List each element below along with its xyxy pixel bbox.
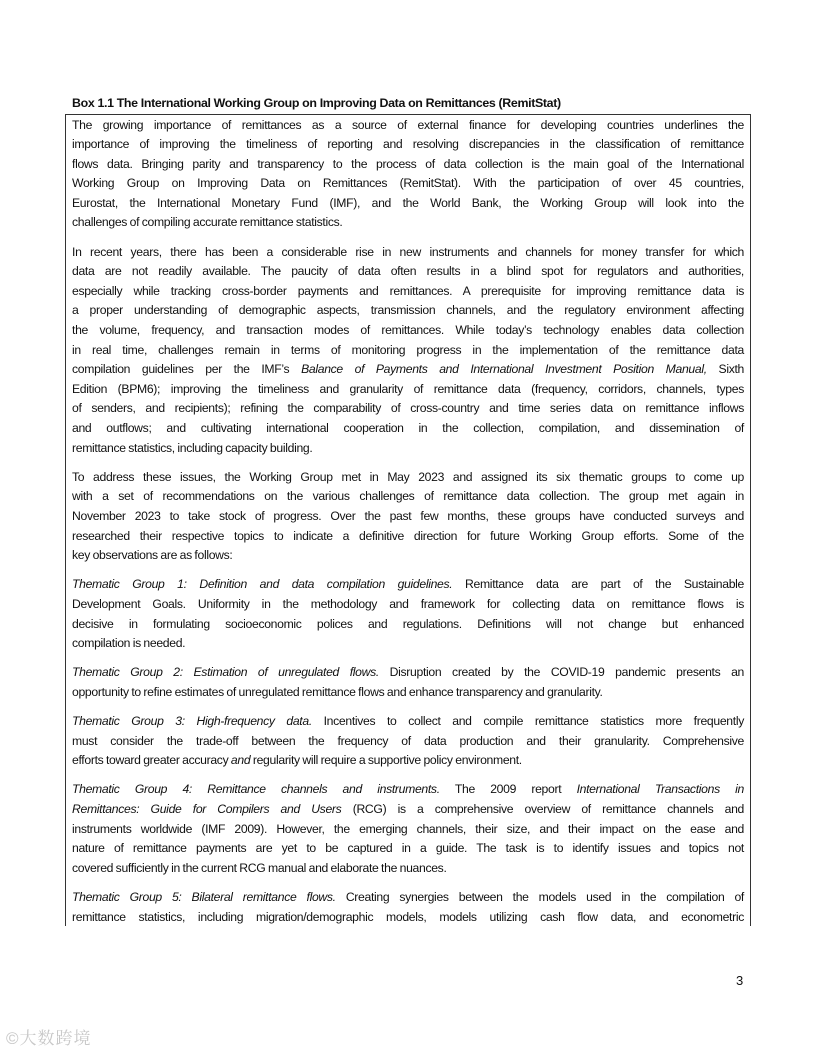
text-line (72, 634, 744, 654)
text-line (72, 859, 744, 879)
text-line (72, 116, 744, 136)
text-line (72, 174, 744, 194)
text-line (72, 780, 744, 800)
text-segment: Creating synergies between the models used in the compilation of (335, 890, 744, 905)
text-segment: efforts toward greater accuracy (72, 753, 231, 768)
italic-text: Thematic Group 3: High-frequency data. (72, 714, 312, 729)
text-line (72, 527, 744, 547)
italic-text: Thematic Group 5: Bilateral remittance flows. (72, 890, 336, 905)
text-line (72, 615, 744, 635)
text-line (72, 908, 744, 928)
text-segment: November 2023 to take stock of progress. Over the past few months, these groups have conducted surveys and (72, 508, 744, 523)
text-segment: Incentives to collect and compile remittance statistics more frequently (311, 714, 744, 729)
text-segment: compilation guidelines per the IMF’s (72, 362, 302, 377)
paragraph (72, 468, 744, 566)
text-segment: remittance statistics, including migration/demographic models, models utilizing cash flow data, and econometric (72, 909, 744, 924)
text-line (72, 243, 744, 263)
italic-text: International Transactions in (576, 782, 744, 797)
text-segment: the volume, frequency, and transaction modes of remittances. While today’s technology enables data collection (72, 323, 744, 338)
text-line (72, 663, 744, 683)
text-line (72, 321, 744, 341)
text-line (72, 341, 744, 361)
text-line (72, 888, 744, 908)
text-segment: researched their respective topics to indicate a definitive direction for future Working Group efforts. Some of the (72, 528, 744, 543)
paragraph (72, 888, 744, 927)
text-line (72, 683, 744, 703)
text-line (72, 399, 744, 419)
text-segment: in real time, challenges remain in terms of monitoring progress in the implementation of the remittance data (72, 342, 744, 357)
text-line (72, 419, 744, 439)
text-segment: of senders, and recipients); refining the comparability of cross-country and time series data on remittance inflows (72, 401, 744, 416)
text-line (72, 282, 744, 302)
text-line (72, 468, 744, 488)
text-segment: key observations are as follows: (72, 548, 233, 563)
paragraph (72, 780, 744, 878)
italic-text: Remittances: Guide for Compilers and Users (72, 802, 342, 817)
text-line (72, 546, 744, 566)
text-segment: Development Goals. Uniformity in the methodology and framework for collecting data on remittance flows is (72, 596, 744, 611)
italic-text: Balance of Payments and International Investment Position Manual, (301, 362, 707, 377)
text-line (72, 839, 744, 859)
italic-text: Thematic Group 4: Remittance channels and instruments. (72, 782, 440, 797)
text-segment: (RCG) is a comprehensive overview of remittance channels and (341, 802, 744, 817)
text-segment: nature of remittance payments are yet to be captured in a guide. The task is to identify issues and topics not (72, 841, 744, 856)
text-segment: and outflows; and cultivating international cooperation in the collection, compilation, and dissemination of (72, 421, 744, 435)
paragraph (72, 116, 744, 234)
text-segment: data are not readily available. The paucity of data often results in a blind spot for regulators and authorities, (72, 264, 744, 279)
text-line (72, 595, 744, 615)
text-segment: a proper understanding of demographic aspects, transmission channels, and the regulatory environment affecting (72, 303, 744, 318)
text-segment: The 2009 report (439, 782, 577, 797)
paragraph (72, 243, 744, 459)
text-segment: compilation is needed. (72, 636, 186, 651)
text-segment: remittance statistics, including capacity building. (72, 440, 313, 455)
text-line (72, 439, 744, 459)
text-segment: decisive in formulating socioeconomic polices and regulations. Definitions will not change but enhanced (72, 616, 744, 631)
text-segment: especially while tracking cross-border payments and remittances. A prerequisite for improving remittance data is (72, 283, 744, 298)
italic-text: and (230, 753, 251, 768)
box-title: Box 1.1 The International Working Group on Improving Data on Remittances (RemitStat) (72, 96, 561, 110)
box-content (72, 116, 744, 937)
text-segment: regularity will require a supportive policy environment. (250, 753, 522, 768)
text-line (72, 194, 744, 214)
text-line (72, 487, 744, 507)
text-line (72, 575, 744, 595)
italic-text: Thematic Group 2: Estimation of unregulated flows. (72, 665, 379, 680)
text-line (72, 751, 744, 771)
text-segment: To address these issues, the Working Group met in May 2023 and assigned its six thematic groups to come up (72, 469, 744, 484)
text-segment: must consider the trade-off between the frequency of data production and their granularity. Comprehensive (72, 733, 744, 748)
watermark-text: 大数跨境 (19, 1029, 92, 1048)
text-line (72, 800, 744, 820)
text-line (72, 380, 744, 400)
text-segment: Eurostat, the International Monetary Fund (IMF), and the World Bank, the Working Group will look into the (72, 195, 744, 210)
text-segment: Remittance data are part of the Sustainable (452, 577, 744, 592)
text-line (72, 507, 744, 527)
text-segment: Disruption created by the COVID-19 pandemic presents an (378, 665, 744, 680)
text-segment: Working Group on Improving Data on Remittances (RemitStat). With the participation of over 45 countries, (72, 176, 744, 191)
text-line (72, 155, 744, 175)
text-line (72, 301, 744, 321)
paragraph (72, 575, 744, 653)
page-number: 3 (736, 973, 744, 988)
text-line (72, 135, 744, 155)
text-segment: flows data. Bringing parity and transparency to the process of data collection is the main goal of the International (72, 156, 744, 171)
paragraph (72, 712, 744, 771)
text-line (72, 213, 744, 233)
text-segment: Sixth (706, 362, 745, 377)
text-segment: Edition (BPM6); improving the timeliness and granularity of remittance data (frequency, corridors, channels, types (72, 381, 744, 396)
text-line (72, 262, 744, 282)
text-line (72, 360, 744, 380)
text-segment: covered sufficiently in the current RCG manual and elaborate the nuances. (72, 860, 447, 875)
italic-text: Thematic Group 1: Definition and data compilation guidelines. (72, 577, 453, 592)
text-segment: importance of improving the timeliness of reporting and resolving discrepancies in the classification of remittance (72, 137, 744, 152)
text-line (72, 820, 744, 840)
text-segment: The growing importance of remittances as a source of external finance for developing countries underlines the (72, 117, 744, 132)
text-segment: In recent years, there has been a considerable rise in new instruments and channels for money transfer for which (72, 244, 744, 259)
text-line (72, 712, 744, 732)
text-segment: opportunity to refine estimates of unregulated remittance flows and enhance transparency and granularity. (72, 684, 603, 699)
paragraph (72, 663, 744, 702)
text-segment: challenges of compiling accurate remittance statistics. (72, 215, 343, 230)
text-segment: instruments worldwide (IMF 2009). However, the emerging channels, their size, and their impact on the ease and (72, 821, 744, 836)
text-segment: with a set of recommendations on the various challenges of remittance data collection. The group met again in (72, 489, 744, 504)
watermark-logo (6, 1024, 92, 1049)
text-line (72, 732, 744, 752)
watermark-icon: © (6, 1029, 20, 1048)
